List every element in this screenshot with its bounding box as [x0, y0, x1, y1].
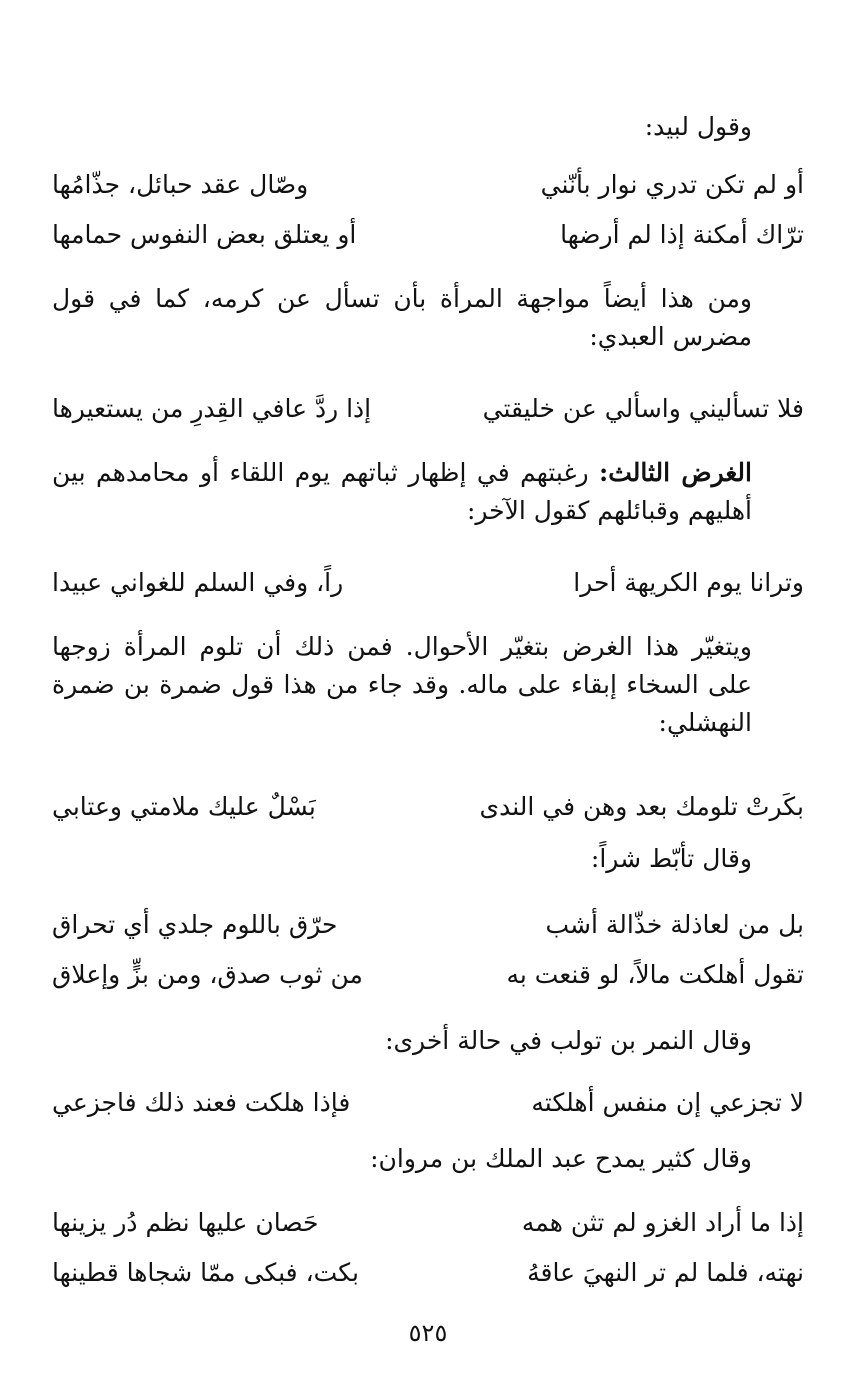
verse-first-hemistich: وترانا يوم الكريهة أحرا: [573, 568, 804, 597]
verse-second-hemistich: حَصان عليها نظم دُر يزينها: [52, 1208, 319, 1237]
verse-line: [52, 902, 804, 948]
paragraph-text: رغبتهم في إظهار ثباتهم يوم اللقاء أو محامدهم بين أهليهم وقبائلهم كقول الآخر:: [52, 458, 752, 525]
verse-line: [52, 784, 804, 830]
verse-second-hemistich: حرّق باللوم جلدي أي تحراق: [52, 910, 338, 939]
verse-first-hemistich: فلا تسأليني واسألي عن خليقتي: [482, 394, 804, 423]
paragraph: ويتغيّر هذا الغرض بتغيّر الأحوال. فمن ذلك أن تلوم المرأة زوجها على السخاء إبقاء على ماله. وقد جاء من هذا قول ضمرة بن ضمرة النهشلي:: [52, 632, 752, 737]
section-heading: الغرض الثالث:: [599, 458, 752, 487]
verse-second-hemistich: راً، وفي السلم للغواني عبيدا: [52, 568, 344, 597]
paragraph-third-purpose: [52, 454, 804, 530]
verse-first-hemistich: ترّاك أمكنة إذا لم أرضها: [560, 220, 804, 249]
intro-labid: وقول لبيد:: [644, 112, 752, 141]
verse-line: [52, 1250, 804, 1296]
intro-taabbata: وقال تأبّط شراً:: [590, 844, 752, 873]
verse-second-hemistich: بكت، فبكى ممّا شجاها قطينها: [52, 1258, 359, 1287]
verse-line: [52, 952, 804, 998]
paragraph: ومن هذا أيضاً مواجهة المرأة بأن تسأل عن كرمه، كما في قول مضرس العبدي:: [52, 284, 752, 351]
verse-first-hemistich: بل من لعاذلة خذّالة أشب: [545, 910, 804, 939]
verse-line: [52, 560, 804, 606]
intro-namir: وقال النمر بن تولب في حالة أخرى:: [385, 1026, 752, 1055]
verse-first-hemistich: تقول أهلكت مالاً، لو قنعت به: [506, 960, 804, 989]
verse-line: [52, 386, 804, 432]
intro-kuthayyir: وقال كثير يمدح عبد الملك بن مروان:: [370, 1144, 752, 1173]
verse-second-hemistich: بَسْلٌ عليك ملامتي وعتابي: [52, 792, 316, 821]
page-number: ٥٢٥: [408, 1319, 448, 1347]
verse-first-hemistich: أو لم تكن تدري نوار بأنّني: [540, 170, 804, 199]
verse-second-hemistich: فإذا هلكت فعند ذلك فاجزعي: [52, 1088, 351, 1117]
verse-second-hemistich: وصّال عقد حبائل، جذّامُها: [52, 170, 309, 199]
verse-second-hemistich: إذا ردَّ عافي القِدرِ من يستعيرها: [52, 394, 372, 423]
verse-first-hemistich: بكَرتْ تلومك بعد وهن في الندى: [479, 792, 804, 821]
verse-second-hemistich: من ثوب صدق، ومن بزٍّ وإعلاق: [52, 960, 363, 989]
verse-second-hemistich: أو يعتلق بعض النفوس حمامها: [52, 220, 357, 249]
verse-line: [52, 1200, 804, 1246]
verse-line: [52, 162, 804, 208]
verse-first-hemistich: نهته، فلما لم تر النهيَ عاقهُ: [527, 1258, 804, 1287]
verse-first-hemistich: لا تجزعي إن منفس أهلكته: [531, 1088, 804, 1117]
verse-line: [52, 212, 804, 258]
verse-first-hemistich: إذا ما أراد الغزو لم تثن همه: [521, 1208, 804, 1237]
verse-line: [52, 1080, 804, 1126]
